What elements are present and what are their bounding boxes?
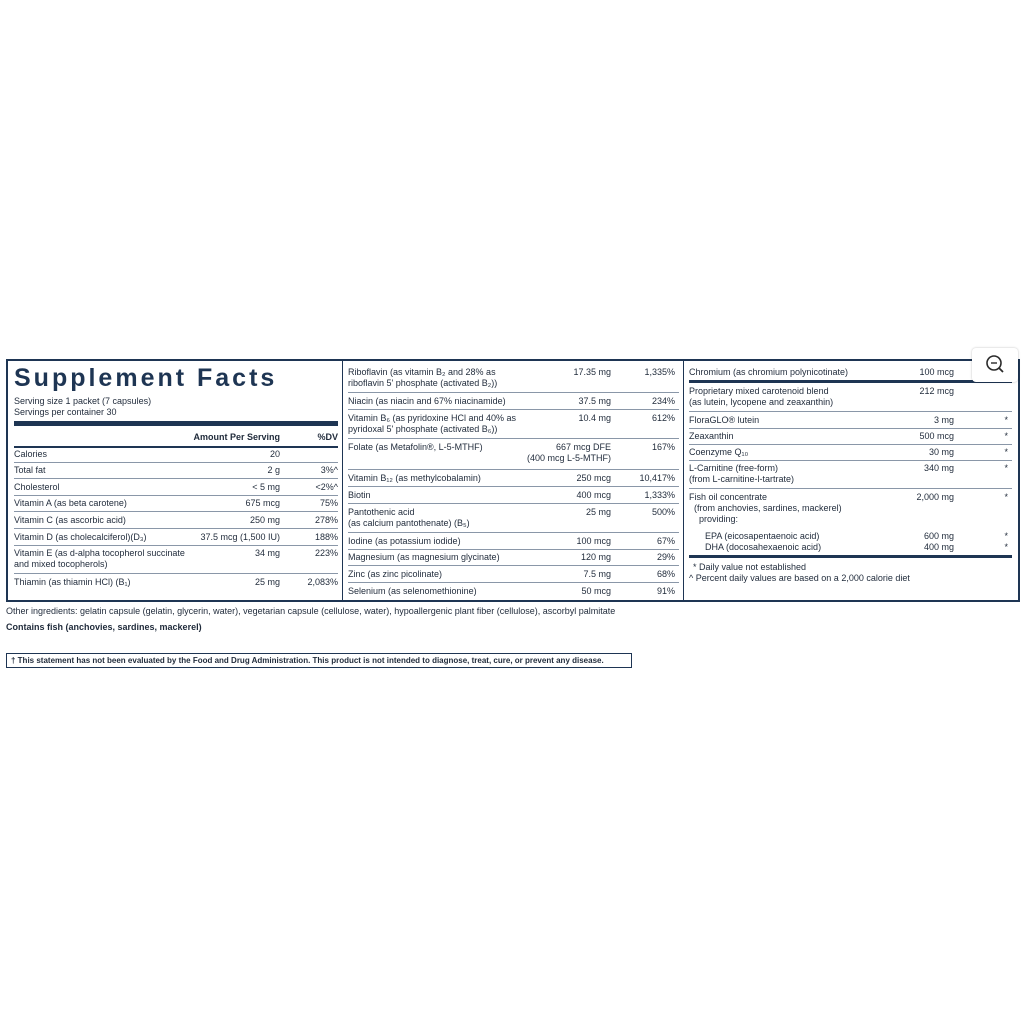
table-row: Vitamin E (as d-alpha tocopherol succinate and mixed tocopherols) 34 mg 223%: [14, 548, 338, 574]
allergen-statement: Contains fish (anchovies, sardines, mackerel): [6, 622, 202, 632]
dv-header: %DV: [317, 432, 338, 442]
serving-size: Serving size 1 packet (7 capsules): [14, 396, 152, 406]
table-row: Vitamin A (as beta carotene) 675 mcg 75%: [14, 498, 338, 512]
table-row: Coenzyme Q₁₀ 30 mg *: [689, 447, 1012, 461]
table-row: Folate (as Metafolin®, L-5-MTHF) 667 mcg DFE (400 mcg L-5-MTHF) 167%: [348, 442, 679, 470]
fda-disclaimer: † This statement has not been evaluated by the Food and Drug Administration. This product is not intended to diagnose, treat, cure, or prevent any disease.: [6, 653, 632, 668]
table-row: Cholesterol < 5 mg <2%^: [14, 482, 338, 496]
table-row: Total fat 2 g 3%^: [14, 465, 338, 479]
table-row: Pantothenic acid (as calcium pantothenate) (B₅) 25 mg 500%: [348, 507, 679, 533]
table-row: L-Carnitine (free-form) (from L-carnitine-l-tartrate) 340 mg *: [689, 463, 1012, 489]
table-row: Proprietary mixed carotenoid blend (as lutein, lycopene and zeaxanthin) 212 mcg: [689, 386, 1012, 412]
supplement-facts-panel: [6, 359, 1020, 602]
table-row: EPA (eicosapentaenoic acid) 600 mg *: [705, 531, 1008, 541]
table-row: DHA (docosahexaenoic acid) 400 mg *: [689, 542, 1012, 558]
table-row: Chromium (as chromium polynicotinate) 100 mcg: [689, 367, 1012, 383]
table-header: [14, 421, 338, 448]
table-row: Biotin 400 mcg 1,333%: [348, 490, 679, 504]
table-row: Fish oil concentrate (from anchovies, sardines, mackerel) providing: 2,000 mg *: [689, 492, 1008, 524]
zoom-button[interactable]: [972, 348, 1018, 382]
table-row: Vitamin D (as cholecalciferol)(D₃) 37.5 mcg (1,500 IU) 188%: [14, 532, 338, 546]
table-row: Niacin (as niacin and 67% niacinamide) 37.5 mg 234%: [348, 396, 679, 410]
table-row: Vitamin B₁₂ (as methylcobalamin) 250 mcg 10,417%: [348, 473, 679, 487]
table-row: Riboflavin (as vitamin B₂ and 28% as riboflavin 5' phosphate (activated B₂)) 17.35 mg 1,335%: [348, 367, 679, 393]
table-row: Zeaxanthin 500 mcg *: [689, 431, 1012, 445]
footnote-percent: ^ Percent daily values are based on a 2,000 calorie diet: [689, 573, 910, 583]
table-row: Vitamin B₆ (as pyridoxine HCl and 40% as pyridoxal 5' phosphate (activated B₆)) 10.4 mg 612%: [348, 413, 679, 439]
column-2: [342, 361, 684, 600]
table-row: Magnesium (as magnesium glycinate) 120 mg 29%: [348, 552, 679, 566]
column-1: [8, 361, 343, 600]
table-row: Calories 20: [14, 449, 338, 463]
panel-title: Supplement Facts: [14, 364, 278, 392]
table-row: FloraGLO® lutein 3 mg *: [689, 415, 1012, 429]
servings-per-container: Servings per container 30: [14, 407, 117, 417]
zoom-in-icon: [972, 348, 1018, 382]
amount-header: Amount Per Serving: [193, 432, 280, 442]
table-row: Thiamin (as thiamin HCl) (B₁) 25 mg 2,083%: [14, 577, 338, 587]
column-3: [683, 361, 1016, 600]
table-row: Selenium (as selenomethionine) 50 mcg 91%: [348, 586, 675, 596]
footnote-dv: * Daily value not established: [693, 562, 807, 572]
table-row: Iodine (as potassium iodide) 100 mcg 67%: [348, 536, 679, 550]
other-ingredients: Other ingredients: gelatin capsule (gelatin, glycerin, water), vegetarian capsule (cellulose, water), hypoallergenic plant fiber (cellulose), ascorbyl palmitate: [6, 606, 616, 616]
footnotes: [689, 562, 1010, 584]
serving-info: [14, 396, 151, 418]
table-row: Zinc (as zinc picolinate) 7.5 mg 68%: [348, 569, 679, 583]
table-row: Vitamin C (as ascorbic acid) 250 mg 278%: [14, 515, 338, 529]
